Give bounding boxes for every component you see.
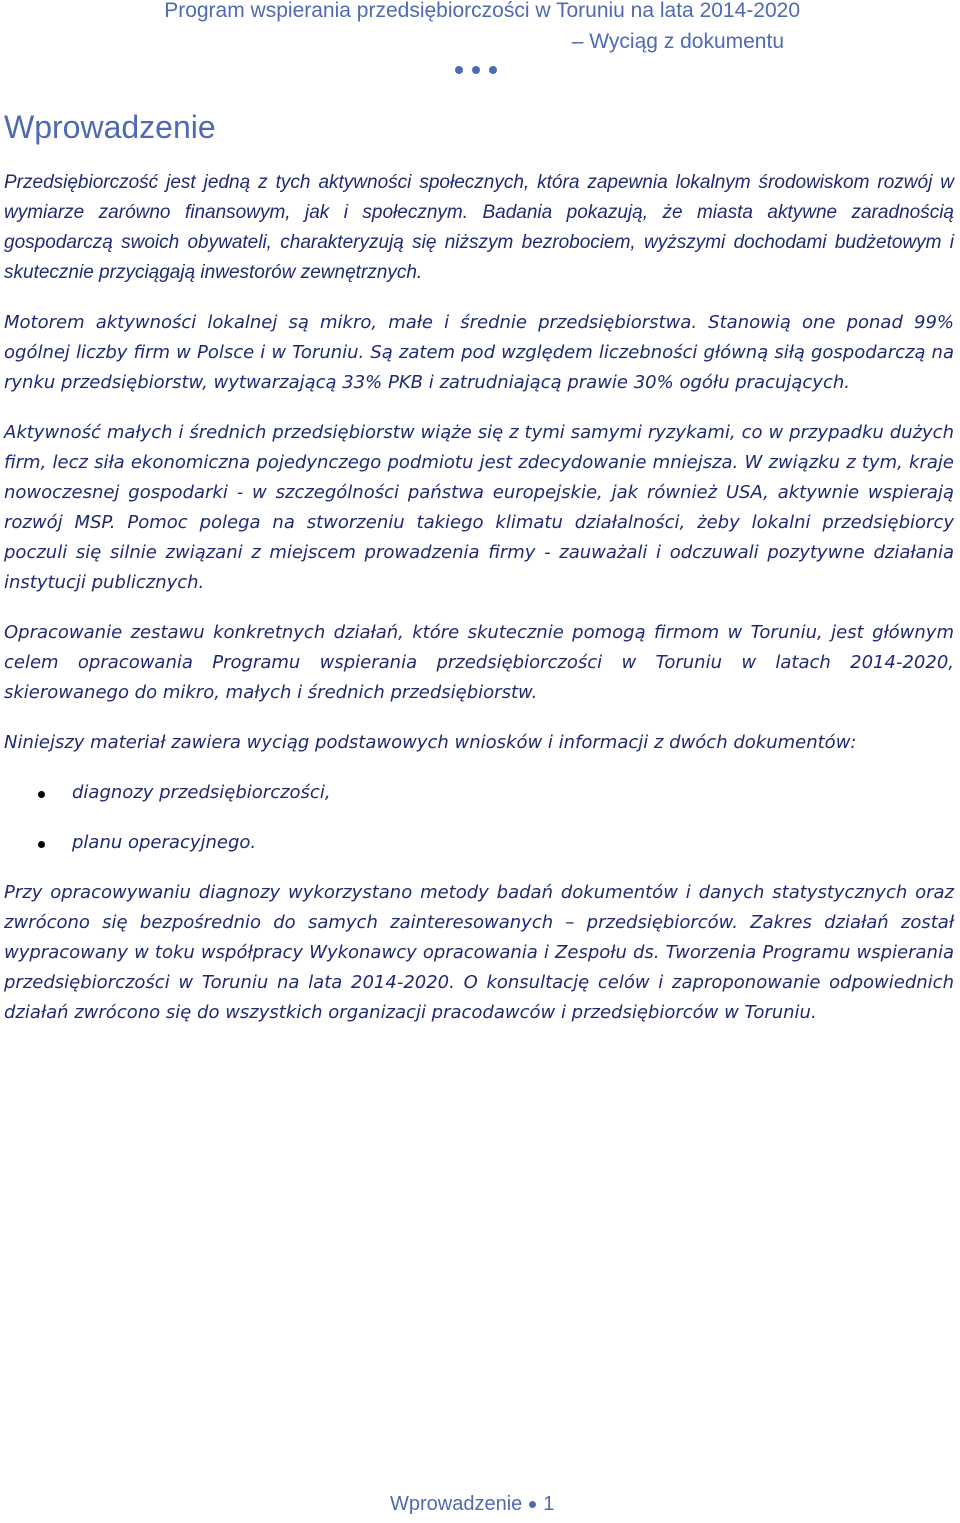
- paragraph: Aktywność małych i średnich przedsiębiorstw wiąże się z tymi samymi ryzykami, co w przypadku dużych firm, lecz siła ekonomiczna pojedynczego podmiotu jest zdecydowanie mniejsza. W związku z tym, kraje nowoczesnej gospodarki - w szczególności państwa europejskie, jak również USA, aktywnie wspierają rozwój MSP. Pomoc polega na stworzeniu takiego klimatu działalności, żeby lokalni przedsiębiorcy poczuli się silnie związani z miejscem prowadzenia firmy - zauważali i odczuwali pozytywne działania instytucji publicznych.: [4, 422, 954, 593]
- paragraph: Przedsiębiorczość jest jedną z tych aktywności społecznych, która zapewnia lokalnym środowiskom rozwój w wymiarze zarówno finansowym, jak i społecznym. Badania pokazują, że miasta aktywne zaradnością gospodarczą swoich obywateli, charakteryzują się niższym bezrobociem, wyższymi dochodami budżetowym i skutecznie przyciągają inwestorów zewnętrznych.: [4, 172, 954, 283]
- header-subtitle: – Wyciąg z dokumentu: [571, 30, 784, 53]
- section-title: Wprowadzenie: [4, 109, 216, 145]
- paragraph: Opracowanie zestawu konkretnych działań, które skutecznie pomogą firmom w Toruniu, jest głównym celem opracowania Programu wspierania przedsiębiorczości w Toruniu w latach 2014-2020, skierowanego do mikro, małych i średnich przedsiębiorstw.: [4, 622, 954, 703]
- header-title: Program wspierania przedsiębiorczości w Toruniu na lata 2014-2020: [164, 0, 800, 22]
- paragraph: Motorem aktywności lokalnej są mikro, małe i średnie przedsiębiorstwa. Stanowią one ponad 99% ogólnej liczby firm w Polsce i w Toruniu. Są zatem pod względem liczebności główną siłą gospodarczą na rynku przedsiębiorstw, wytwarzającą 33% PKB i zatrudniającą prawie 30% ogółu pracujących.: [4, 312, 954, 393]
- footer-section: Wprowadzenie: [390, 1493, 523, 1515]
- page-footer: [390, 1492, 554, 1516]
- document-body: [4, 168, 954, 1048]
- header-dots-icon: [455, 66, 497, 74]
- list-item: [4, 828, 954, 858]
- footer-dot-icon: [529, 1501, 536, 1508]
- list-item: [4, 778, 954, 808]
- list-item-text: planu operacyjnego.: [72, 832, 257, 853]
- bullet-list: [4, 778, 954, 858]
- paragraph: Niniejszy materiał zawiera wyciąg podstawowych wniosków i informacji z dwóch dokumentów:: [4, 732, 857, 753]
- list-item-text: diagnozy przedsiębiorczości,: [72, 782, 331, 803]
- page-number: 1: [543, 1493, 555, 1515]
- bullet-icon: [38, 791, 45, 798]
- bullet-icon: [38, 841, 45, 848]
- paragraph: Przy opracowywaniu diagnozy wykorzystano metody badań dokumentów i danych statystycznych oraz zwrócono się bezpośrednio do samych zainteresowanych – przedsiębiorców. Zakres działań został wypracowany w toku współpracy Wykonawcy opracowania i Zespołu ds. Tworzenia Programu wspierania przedsiębiorczości w Toruniu na lata 2014-2020. O konsultację celów i zaproponowanie odpowiednich działań zwrócono się do wszystkich organizacji pracodawców i przedsiębiorców w Toruniu.: [4, 882, 954, 1023]
- page-header: [164, 0, 800, 54]
